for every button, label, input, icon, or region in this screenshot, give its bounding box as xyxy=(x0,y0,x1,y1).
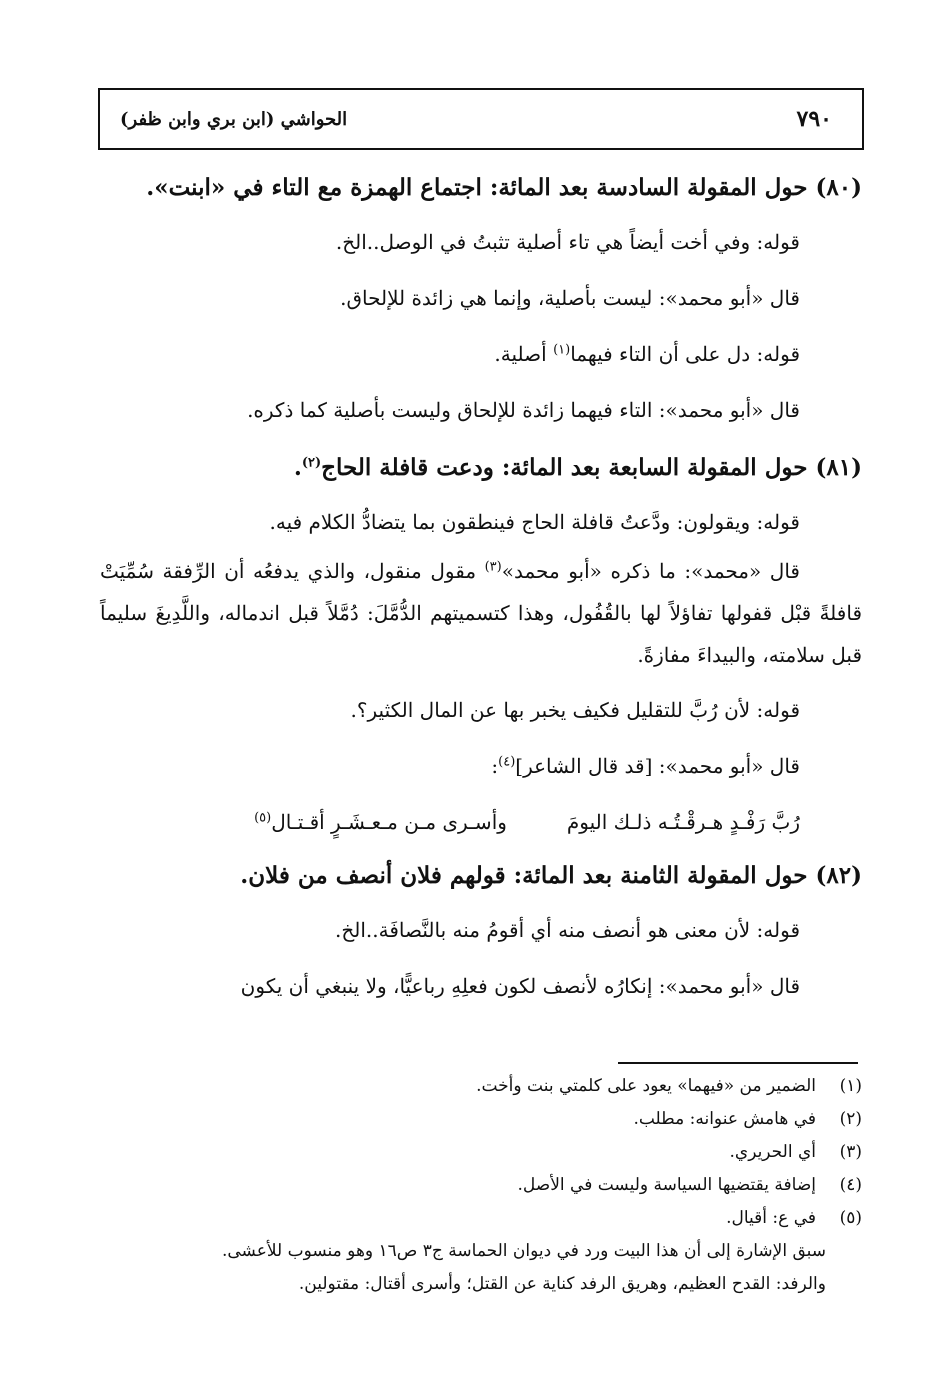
section-heading-82: (٨٢) حول المقولة الثامنة بعد المائة: قولهم فلان أنصف من فلان. xyxy=(240,862,862,889)
paragraph: قوله: لأن رُبَّ للتقليل فكيف يخبر بها عن المال الكثير؟. xyxy=(350,698,800,722)
footnote-text: أي الحريري. xyxy=(729,1142,816,1162)
footnote-number: (٢) xyxy=(839,1109,862,1129)
paragraph xyxy=(100,326,862,382)
paragraph xyxy=(100,550,862,676)
verse-second-hemistich xyxy=(254,794,507,850)
footnote-ref: (١) xyxy=(553,342,571,358)
verse-first-hemistich: رُبَّ رَفْـدٍ هـرقْـتُـه ذلـك اليومَ xyxy=(566,810,800,834)
paragraph xyxy=(100,738,862,794)
paragraph-text: مقول منقول، والذي يدفعُه أن الرِّفقة سُمِّيَتْ قافلةً قبْل قفولها تفاؤلاً لها بالقُفُول، وهذا كتسميتهم الدُّمَّلَ: دُمَّلاً قبل اندماله، واللَّدِيغَ سليماً قبل سلامته، والبيداءَ مفازةً. xyxy=(100,559,862,667)
paragraph-text: : xyxy=(491,754,499,778)
running-title: الحواشي (ابن بري وابن ظفر) xyxy=(120,108,348,130)
footnote-ref: (٤) xyxy=(498,754,516,770)
poetry-verse xyxy=(100,794,862,850)
paragraph: قوله: لأن معنى هو أنصف منه أي أقومُ منه بالنَّصافَة..الخ. xyxy=(335,918,800,942)
page-header xyxy=(98,88,864,150)
footnote-number: (٣) xyxy=(839,1142,862,1162)
paragraph: قال «أبو محمد»: ليست بأصلية، وإنما هي زائدة للإلحاق. xyxy=(340,286,800,310)
verse-text: وأسـرى مـن مـعـشَـرٍ أقـتـال xyxy=(271,810,507,834)
paragraph: قال «أبو محمد»: التاء فيهما زائدة للإلحاق وليست بأصلية كما ذكره. xyxy=(247,398,800,422)
paragraph: قال «أبو محمد»: إنكارُه لأنصف لكون فعلِهِ رباعيًّا، ولا ينبغي أن يكون xyxy=(240,974,800,998)
paragraph-text: أصلية. xyxy=(494,342,554,366)
footnote-continuation: سبق الإشارة إلى أن هذا البيت ورد في ديوان الحماسة ج٣ ص١٦ وهو منسوب للأعشى. xyxy=(221,1241,826,1261)
paragraph-text: قال «محمد»: ما ذكره «أبو محمد» xyxy=(501,559,800,583)
footnote-ref: (٥) xyxy=(254,810,272,826)
main-text xyxy=(100,162,862,1014)
paragraph: قوله: ويقولون: ودَّعتُ قافلة الحاج فينطقون بما يتضادُّ الكلام فيه. xyxy=(269,510,800,534)
footnote-item xyxy=(110,1169,862,1202)
footnote-continuation: والرفد: القدح العظيم، وهريق الرفد كناية عن القتل؛ وأسرى أقتال: مقتولين. xyxy=(298,1274,826,1294)
paragraph: قوله: وفي أخت أيضاً هي تاء أصلية تثبتُ في الوصل..الخ. xyxy=(335,230,800,254)
footnote-text: الضمير من «فيهما» يعود على كلمتي بنت وأخت. xyxy=(476,1076,816,1096)
footnote-item xyxy=(110,1070,862,1103)
section-heading-81: (٨١) حول المقولة السابعة بعد المائة: ودعت قافلة الحاج$^{(٢)}$. xyxy=(293,454,862,481)
footnote-item xyxy=(110,1202,862,1235)
footnote-number: (٥) xyxy=(839,1208,862,1228)
paragraph-text: قوله: دل على أن التاء فيهما xyxy=(570,342,800,366)
footnote-ref: (٣) xyxy=(484,559,502,575)
section-heading-80: (٨٠) حول المقولة السادسة بعد المائة: اجتماع الهمزة مع التاء في «ابنت». xyxy=(146,174,862,201)
page-number: ٧٩٠ xyxy=(796,106,832,132)
footnote-text: في هامش عنوانه: مطلب. xyxy=(633,1109,816,1129)
footnote-item xyxy=(110,1136,862,1169)
footnotes xyxy=(110,1070,862,1301)
paragraph-text: قال «أبو محمد»: [قد قال الشاعر] xyxy=(515,754,800,778)
heading-text: (٨١) حول المقولة السابعة بعد المائة: ودعت قافلة الحاج xyxy=(321,454,862,481)
footnote-ref: (٢) xyxy=(301,455,322,471)
footnote-item xyxy=(110,1103,862,1136)
footnote-text: في ع: أقيال. xyxy=(726,1208,816,1228)
footnote-number: (١) xyxy=(839,1076,862,1096)
footnote-number: (٤) xyxy=(839,1175,862,1195)
footnote-divider xyxy=(618,1062,858,1064)
footnote-text: إضافة يقتضيها السياسة وليست في الأصل. xyxy=(517,1175,816,1195)
